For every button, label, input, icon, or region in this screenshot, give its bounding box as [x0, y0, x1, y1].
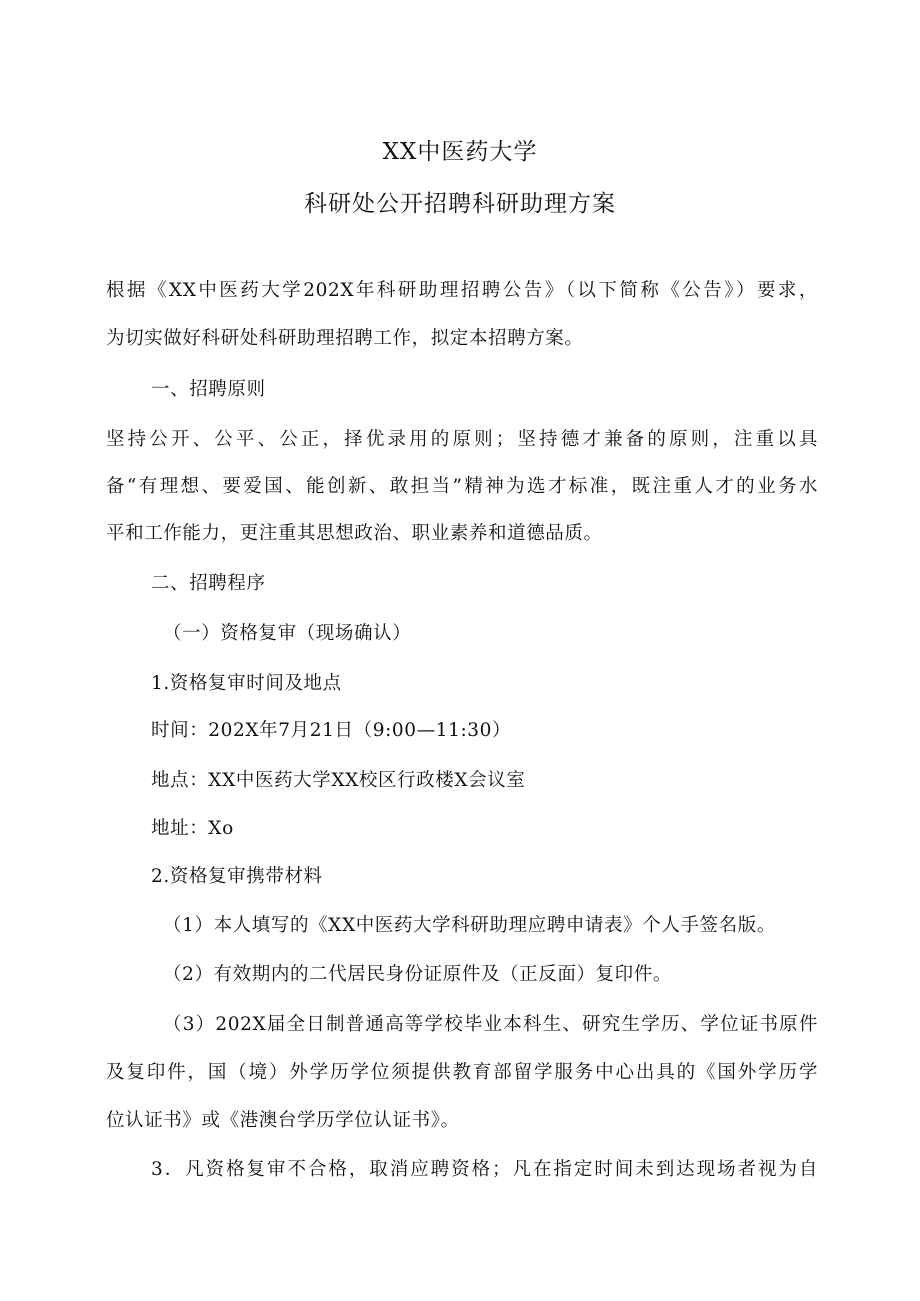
document-title-line2: 科研处公开招聘科研助理方案	[304, 191, 616, 217]
document-title-line1: XX中医药大学	[382, 139, 538, 165]
principle-paragraph-line1: 坚持公开、公平、公正，择优录用的原则；坚持德才兼备的原则，注重以具	[106, 429, 818, 450]
principle-paragraph-line2: 备“有理想、要爱国、能创新、敢担当”精神为选才标准，既注重人才的业务水	[106, 476, 818, 497]
time-line: 时间：202X年7月21日（9:00—11:30）	[151, 720, 512, 741]
place-line: 地点：XX中医药大学XX校区行政楼X会议室	[151, 770, 526, 791]
principle-paragraph-line3: 平和工作能力，更注重其思想政治、职业素养和道德品质。	[106, 523, 603, 544]
address-line: 地址：Xo	[151, 818, 234, 839]
material-item-3-line2: 及复印件，国（境）外学历学位须提供教育部留学服务中心出具的《国外学历学	[106, 1062, 818, 1083]
section1-heading: 一、招聘原则	[151, 379, 266, 400]
item3-paragraph-line1: 3．凡资格复审不合格，取消应聘资格；凡在指定时间未到达现场者视为自	[151, 1159, 818, 1180]
material-item-1: （1）本人填写的《XX中医药大学科研助理应聘申请表》个人手签名版。	[163, 915, 776, 936]
material-item-2: （2）有效期内的二代居民身份证原件及（正反面）复印件。	[163, 964, 672, 985]
intro-paragraph-line2: 为切实做好科研处科研助理招聘工作，拟定本招聘方案。	[106, 328, 584, 349]
intro-paragraph-line1: 根据《XX中医药大学202X年科研助理招聘公告》（以下简称《公告》）要求，	[106, 280, 818, 301]
subsection1-heading: （一）资格复审（现场确认）	[163, 623, 412, 644]
item1-heading: 1.资格复审时间及地点	[151, 673, 342, 694]
material-item-3-line3: 位认证书》或《港澳台学历学位认证书》。	[106, 1110, 460, 1131]
section2-heading: 二、招聘程序	[151, 573, 266, 594]
material-item-3-line1: （3）202X届全日制普通高等学校毕业本科生、研究生学历、学位证书原件	[163, 1014, 818, 1035]
item2-heading: 2.资格复审携带材料	[151, 866, 323, 887]
